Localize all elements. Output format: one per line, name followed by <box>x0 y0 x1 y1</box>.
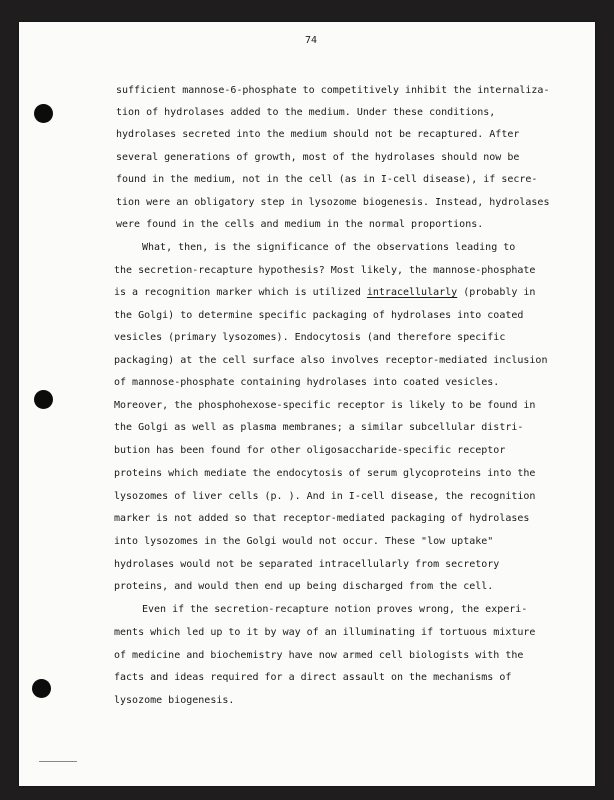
page-number: 74 <box>305 35 318 46</box>
text-line: facts and ideas required for a direct assault on the mechanisms of <box>114 672 512 683</box>
text-line: lysozome biogenesis. <box>114 695 235 706</box>
text-line: What, then, is the significance of the observations leading to <box>142 242 516 253</box>
text-line: sufficient mannose-6-phosphate to competitively inhibit the internaliza- <box>116 85 550 96</box>
text-line: found in the medium, not in the cell (as in I-cell disease), if secre- <box>116 174 538 185</box>
scan-edge-line <box>39 761 77 762</box>
text-line: Moreover, the phosphohexose-specific receptor is likely to be found in <box>114 400 536 411</box>
underlined-word: intracellularly <box>366 287 458 298</box>
text-line: bution has been found for other oligosaccharide-specific receptor <box>114 445 506 456</box>
binder-hole-bottom <box>32 679 51 698</box>
text-line: proteins, and would then end up being discharged from the cell. <box>114 581 494 592</box>
document-page <box>19 22 595 786</box>
text-line: the Golgi as well as plasma membranes; a similar subcellular distri- <box>114 422 524 433</box>
text-line: vesicles (primary lysozomes). Endocytosis (and therefore specific <box>114 332 506 343</box>
text-line: several generations of growth, most of the hydrolases should now be <box>116 152 520 163</box>
binder-hole-middle <box>34 390 53 409</box>
text-line: hydrolases secreted into the medium should not be recaptured. After <box>116 129 520 140</box>
text-line: lysozomes of liver cells (p. ). And in I-cell disease, the recognition <box>114 491 536 502</box>
text-line: ments which led up to it by way of an illuminating if tortuous mixture <box>114 627 536 638</box>
text-segment: is a recognition marker which is utilized <box>114 287 367 298</box>
text-line: the secretion-recapture hypothesis? Most likely, the mannose-phosphate <box>114 265 536 276</box>
text-line: tion were an obligatory step in lysozome biogenesis. Instead, hydrolases <box>116 197 550 208</box>
text-line: hydrolases would not be separated intracellularly from secretory <box>114 559 500 570</box>
text-segment: (probably in <box>457 287 536 298</box>
text-line: of mannose-phosphate containing hydrolases into coated vesicles. <box>114 377 500 388</box>
binder-hole-top <box>34 104 53 123</box>
text-line: marker is not added so that receptor-mediated packaging of hydrolases <box>114 513 530 524</box>
text-line <box>114 287 535 299</box>
text-line: Even if the secretion-recapture notion proves wrong, the experi- <box>142 604 528 615</box>
text-line: packaging) at the cell surface also involves receptor-mediated inclusion <box>114 355 548 366</box>
text-line: proteins which mediate the endocytosis of serum glycoproteins into the <box>114 468 536 479</box>
text-line: the Golgi) to determine specific packaging of hydrolases into coated <box>114 310 524 321</box>
text-line: tion of hydrolases added to the medium. Under these conditions, <box>116 107 496 118</box>
text-line: into lysozomes in the Golgi would not occur. These "low uptake" <box>114 536 494 547</box>
text-line: were found in the cells and medium in the normal proportions. <box>116 219 484 230</box>
text-line: of medicine and biochemistry have now armed cell biologists with the <box>114 650 524 661</box>
